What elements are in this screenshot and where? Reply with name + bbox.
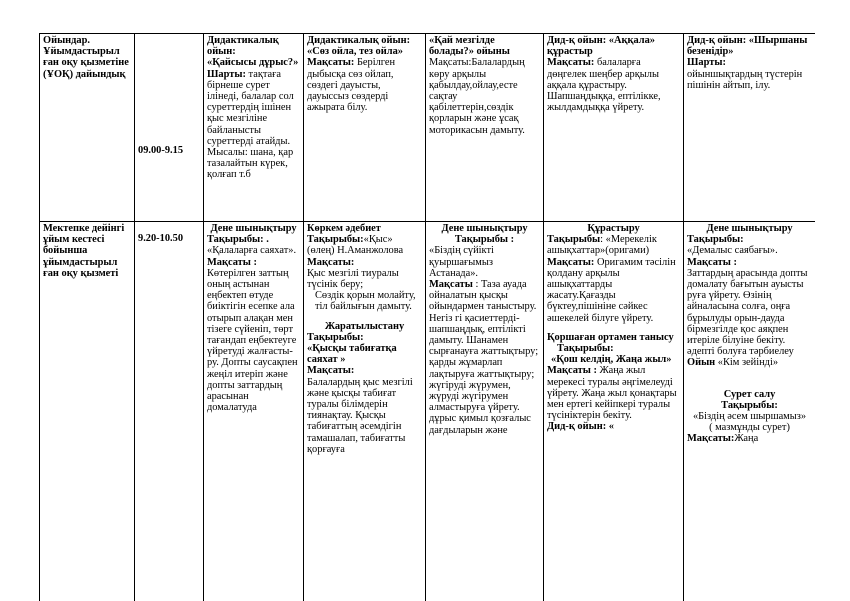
time-range: 9.20-10.50	[138, 233, 184, 244]
friday-cell	[684, 34, 816, 222]
goal-text: Көтерілген заттың оның астынан еңбектеп өтуде биіктігін есепке ала отырып алақан мен тізеге сүйеніп, төрт тағандап еңбектеуге үйретуді жалғасты-ру. Допты саусақпен жеңіл итеріп және допты заттардың арасынан домалатуда	[207, 267, 298, 414]
topic-label: Тақырыбы :	[454, 234, 515, 246]
subject-title: Көркем әдебиет	[307, 223, 381, 234]
topic-label: Тақырыбы:	[687, 234, 744, 246]
goal-text: Балалардың қыс мезгілі және қысқы табиғат туралы білімдерін тиянақтау. Қысқы табиғаттың әсемдігін тамашалап, табиғатты қорғауға	[307, 376, 413, 455]
condition-text: ойыншықтардың түстерін пішінін айтып, ілу.	[687, 68, 803, 91]
subject-title: Дене шынықтыру	[441, 223, 528, 234]
topic-label: Тақырыбы:	[557, 343, 614, 355]
cell-heading: Дид-қ ойын: «Аққала» құрастыр	[547, 35, 655, 58]
topic-label: Тақырыбы:	[721, 399, 778, 411]
cell-heading: «Қай мезгілде болады?» ойыны	[429, 35, 510, 58]
row-label-cell	[40, 222, 135, 601]
cell-heading: Дидактикалық ойын: «Сөз ойла, тез ойла»	[307, 35, 411, 58]
topic-text: «Қысқы табиғатқа саяхат »	[307, 343, 397, 366]
topic-text: «Демалыс саябағы».	[687, 245, 778, 257]
goal-label: Мақсаты :	[207, 256, 257, 268]
goal-text: Берілген дыбысқа сөз ойлап, сөздегі дауысты, дауыссыз сөздерді ажырата білу.	[307, 57, 396, 114]
topic-text: : «Мерекелік ашықхаттар»(оригами)	[547, 234, 657, 257]
subject-title: Жаратылыстану	[324, 320, 405, 332]
goal-text: Жаңа	[734, 433, 759, 445]
spacer	[138, 35, 200, 145]
goal-label: Мақсаты	[429, 279, 473, 291]
goal-text: Заттардың арасында допты домалату бағытын ауысты руға үйрету. Өзінің айналасына солға, оңға бұрылуды орын-дауда бірмезгілде қос аяқпен итеріле білуіне бекіту. әдепті болуға тәрбиелеу	[687, 267, 808, 358]
topic-text: «Қалаларға саяхат».	[207, 245, 297, 257]
cell-heading: Дидактикалық ойын:	[207, 35, 279, 58]
goal-text: Жаңа жыл мерекесі туралы әңгімелеуді үйрету. Жаңа жыл қонақтары мен ертегі кейіпкері туралы түсініктерін бекіту.	[547, 365, 677, 422]
topic-text: «Қош келдің, Жаңа жыл»	[551, 354, 672, 366]
friday-cell	[684, 222, 816, 601]
wednesday-cell	[426, 34, 544, 222]
goal-label: Мақсаты :	[687, 256, 737, 268]
subject-title: Дене шынықтыру	[210, 223, 297, 234]
spacer	[138, 223, 200, 233]
goal-text: : Таза ауада ойналатын қысқы ойындармен таныстыру. Негіз гі қасиеттерді- шапшаңдық, ептілікті дамыту. Шанамен сырғанауға жаттықтыру; қарды жұмарлап лақтыруға жаттықтыру; жүгіруді жүрумен, жүруді жүгірумен алмастыруға үйрету. дұрыс қимыл қозғалыс дағдыларын және	[429, 279, 539, 436]
game-label: Ойын	[687, 357, 716, 369]
time-range: 09.00-9.15	[138, 145, 184, 156]
goal-label: Мақсаты:	[547, 256, 595, 268]
goal-label: Мақсаты:	[687, 433, 735, 445]
goal-text: балаларға дөңгелек шеңбер арқылы аққала құрастыру. Шапшаңдыққа, ептілікке, жылдамдыққа үйрету.	[547, 57, 661, 114]
row-label: Мектепке дейінгі ұйым кестесі бойынша ұйымдастырыл ған оқу қызметі	[43, 223, 125, 279]
thursday-cell	[544, 34, 684, 222]
condition-text: тақтаға бірнеше сурет ілінеді, балалар сол суреттердің ішінен қыс мезгіліне байланысты суреттерді атайды. Мысалы: шана, қар тазалайтын күрек, қолғап т.б	[207, 68, 294, 181]
subject-title: Сурет салу	[723, 388, 776, 400]
schedule-table	[39, 33, 815, 601]
time-cell	[135, 34, 204, 222]
monday-cell	[204, 222, 304, 601]
condition-label: Шарты:	[687, 57, 726, 69]
topic-text: ( мазмұнды сурет)	[709, 422, 790, 434]
goal-label: Мақсаты:	[307, 365, 355, 377]
thursday-cell	[544, 222, 684, 601]
game-heading: Дид-қ ойын: «	[547, 421, 614, 433]
condition-label: Шарты:	[207, 68, 246, 80]
row-label-cell	[40, 34, 135, 222]
goal-label: Мақсаты:	[307, 57, 355, 69]
topic-text: «Біздің әсем шыршамыз»	[692, 411, 807, 423]
game-title: «Қайсысы дұрыс?»	[207, 57, 299, 69]
topic-text: «Біздің сүйікті қуыршағымыз Астанада».	[429, 245, 494, 279]
goal-label: Мақсаты:	[547, 57, 595, 69]
subject-title: Қоршаған ортамен танысу	[547, 331, 674, 343]
table-row	[40, 34, 816, 222]
tuesday-cell	[304, 222, 426, 601]
topic-label: Тақырыбы:	[307, 331, 364, 343]
topic-label: Тақырыбы	[547, 234, 601, 246]
topic-text: «Қыс» (өлең) Н.Аманжолова	[307, 234, 404, 257]
cell-heading: Дид-қ ойын: «Шыршаны безенідір»	[687, 35, 808, 58]
goal-label: Мақсаты:	[307, 256, 355, 268]
tuesday-cell	[304, 34, 426, 222]
wednesday-cell	[426, 222, 544, 601]
goal-text: Оригамим тәсілін қолдану арқылы ашықхаттарды жасату.Қағазды бүктеу,пішініне сәйкес әшекелей білуге үйрету.	[547, 256, 676, 324]
topic-label: Тақырыбы:	[307, 234, 364, 246]
goal-text: Сөздік қорын молайту, тіл байлығын дамыту.	[315, 290, 416, 313]
subject-title: Дене шынықтыру	[706, 223, 793, 234]
monday-cell	[204, 34, 304, 222]
goal-text: Мақсаты:Балалардың көру арқылы қабылдау,ойлау,есте сақтау қабілеттерін,сөздік қорларын және ұсақ моторикасын дамыту.	[429, 57, 525, 136]
schedule-table-wrapper	[39, 33, 815, 601]
table-row	[40, 222, 816, 601]
game-text: «Кім зейінді»	[715, 357, 779, 369]
row-label: Ойындар. Ұйымдастырыл ған оқу қызметіне (ҰОҚ) дайындық	[43, 35, 129, 80]
goal-label: Мақсаты :	[547, 365, 597, 377]
goal-text: Қыс мезгілі тиуралы түсінік беру;	[307, 267, 399, 291]
time-cell	[135, 222, 204, 601]
topic-label: Тақырыбы: .	[207, 234, 269, 246]
subject-title: Құрастыру	[587, 223, 640, 234]
